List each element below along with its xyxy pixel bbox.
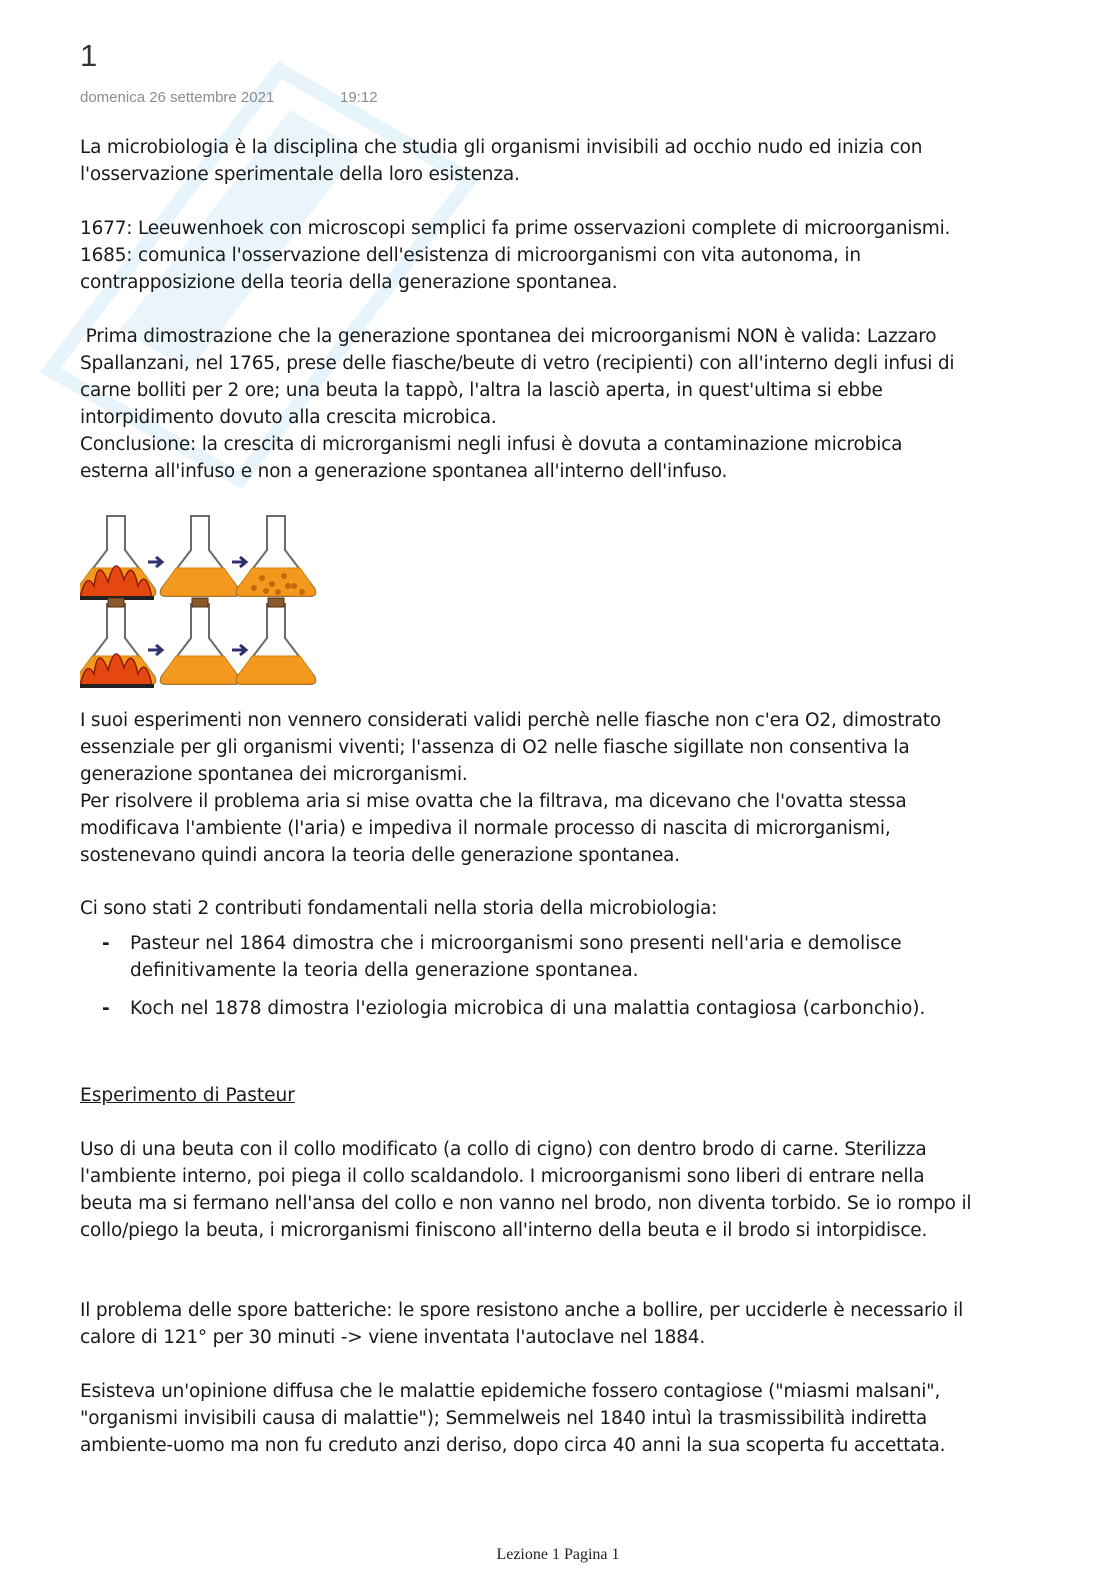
note-date: domenica 26 settembre 2021: [80, 89, 275, 106]
flask-sealed-cooled: [161, 598, 240, 684]
spores-paragraph: Il problema delle spore batteriche: le spore resistono anche a bollire, per ucciderle è necessario il calore di 121° per 30 minuti -> viene inventata l'autoclave nel 1884.: [80, 1300, 964, 1348]
note-time: 19:12: [340, 89, 378, 106]
flask-open-contaminated: [237, 516, 316, 596]
pasteur-paragraph: Uso di una beuta con il collo modificato (a collo di cigno) con dentro brodo di carne. Sterilizza l'ambiente interno, poi piega il collo scaldandolo. I microorganismi sono liberi di entrare nella beuta ma si fermano nell'ansa del collo e non vanno nel brodo, non diventa torbido. Se io rompo il collo/piego la beuta, i microrganismi finiscono all'interno della beuta e il brodo si intorpidisce.: [80, 1139, 972, 1241]
pasteur-heading: Esperimento di Pasteur: [80, 1085, 295, 1106]
flask-sealed-clear: [237, 598, 316, 684]
semmelweis-paragraph: Esisteva un'opinione diffusa che le malattie epidemiche fossero contagiose ("miasmi malsani", "organismi invisibili causa di malattie"); Semmelweis nel 1840 intuì la trasmissibilità indiretta ambiente-uomo ma non fu creduto anzi deriso, dopo circa 40 anni la sua scoperta fu accettata.: [80, 1381, 946, 1456]
contributions-list: [80, 930, 1080, 1022]
list-item: - Pasteur nel 1864 dimostra che i microorganismi sono presenti nell'aria e demolisce definitivamente la teoria della generazione spontanea.: [102, 933, 902, 981]
flask-sealed-boiling: [80, 598, 155, 688]
intro-paragraph: La microbiologia è la disciplina che studia gli organismi invisibili ad occhio nudo ed inizia con l'osservazione sperimentale della loro esistenza.: [80, 137, 923, 185]
contributions-intro: Ci sono stati 2 contributi fondamentali nella storia della microbiologia:: [80, 898, 718, 919]
flask-open-boiling: [80, 516, 155, 600]
history-paragraph: 1677: Leeuwenhoek con microscopi semplici fa prime osservazioni complete di microorganismi. 1685: comunica l'osservazione dell'esistenza di microorganismi con vita autonoma, in contrapposizione della teoria della generazione spontanea.: [80, 218, 951, 293]
page-title: 1: [80, 38, 98, 73]
experiments-paragraph: I suoi esperimenti non vennero considerati validi perchè nelle fiasche non c'era O2, dimostrato essenziale per gli organismi viventi; l'assenza di O2 nelle fiasche sigillate non consentiva la generazione spontanea dei microrganismi. Per risolvere il problema aria si mise ovatta che la filtrava, ma dicevano che l'ovatta stessa modificava l'ambiente (l'aria) e impediva il normale processo di nascita di microrganismi, sostenevano quindi ancora la teoria delle generazione spontanea.: [80, 710, 941, 866]
spallanzani-paragraph: Prima dimostrazione che la generazione spontanea dei microorganismi NON è valida: Lazzaro Spallanzani, nel 1765, prese delle fiasche/beute di vetro (recipienti) con all'interno degli infusi di carne bolliti per 2 ore; una beuta la tappò, l'altra la lasciò aperta, in quest'ultima si ebbe intorpidimento dovuto alla crescita microbica. Conclusione: la crescita di microrganismi negli infusi è dovuta a contaminazione microbica esterna all'infuso e non a generazione spontanea all'interno dell'infuso.: [80, 326, 955, 482]
spallanzani-flasks-illustration: [80, 510, 320, 690]
flask-open-cooled: [161, 516, 240, 596]
page-footer: Lezione 1 Pagina 1: [496, 1546, 620, 1563]
list-item: - Koch nel 1878 dimostra l'eziologia microbica di una malattia contagiosa (carbonchio).: [102, 998, 926, 1019]
